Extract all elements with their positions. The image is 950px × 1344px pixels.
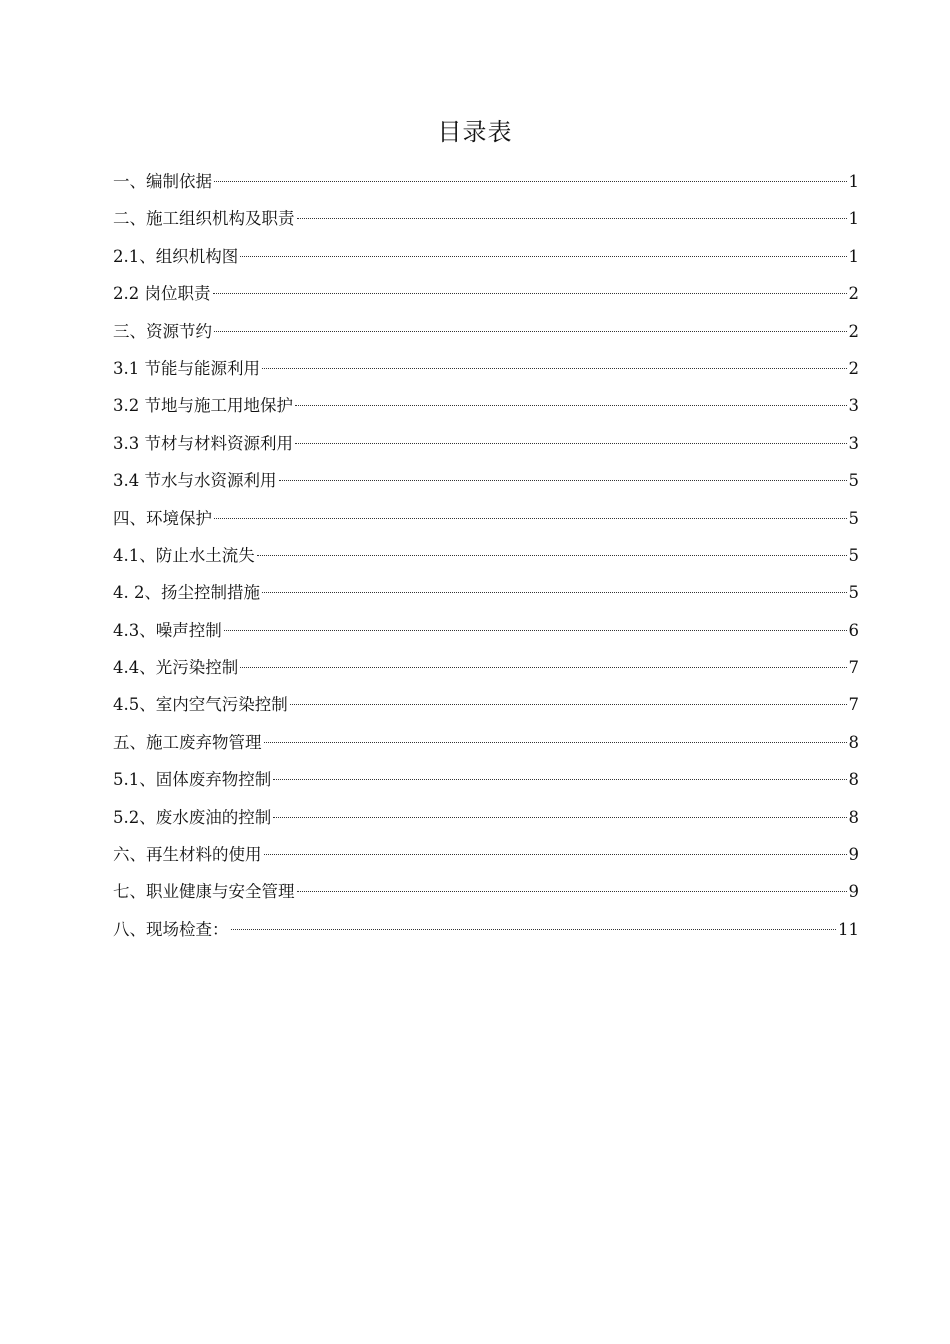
toc-entry (113, 537, 859, 574)
toc-entry-label: 3.4 节水与水资源利用 (113, 471, 277, 491)
toc-entry-page: 2 (848, 284, 859, 304)
toc-entry-page: 5 (848, 583, 859, 603)
toc-entry-page: 1 (848, 209, 859, 229)
toc-entry-page: 9 (848, 882, 859, 902)
toc-entry-label: 八、现场检查： (113, 919, 229, 939)
toc-entry-page: 11 (838, 919, 859, 939)
toc-entry-page: 2 (848, 358, 859, 378)
toc-entry (113, 425, 859, 462)
toc-leader-dots (231, 929, 837, 930)
toc-entry-page: 2 (848, 321, 859, 341)
toc-leader-dots (262, 592, 847, 593)
toc-leader-dots (262, 368, 847, 369)
toc-leader-dots (214, 181, 847, 182)
toc-entry-label: 3.1 节能与能源利用 (113, 358, 260, 378)
toc-entry (113, 500, 859, 537)
toc-entry-label: 二、施工组织机构及职责 (113, 209, 295, 229)
toc-leader-dots (297, 891, 847, 892)
page-title: 目录表 (437, 118, 513, 146)
toc-entry-page: 1 (848, 172, 859, 191)
toc-entry-page: 8 (848, 770, 859, 790)
toc-leader-dots (213, 293, 847, 294)
toc-leader-dots (264, 742, 847, 743)
toc-entry-label: 5.2、废水废油的控制 (113, 807, 272, 827)
toc-leader-dots (295, 443, 847, 444)
toc-entry (113, 724, 859, 761)
toc-entry (113, 200, 859, 237)
toc-entry-label: 2.2 岗位职责 (113, 284, 211, 304)
toc-entry-page: 9 (848, 845, 859, 865)
toc-entry (113, 686, 859, 723)
toc-leader-dots (279, 480, 847, 481)
toc-leader-dots (224, 630, 847, 631)
toc-entry-label: 3.2 节地与施工用地保护 (113, 396, 293, 416)
toc-entry (113, 350, 859, 387)
toc-leader-dots (240, 667, 846, 668)
toc-leader-dots (273, 817, 846, 818)
toc-leader-dots (297, 218, 847, 219)
table-of-contents (113, 163, 859, 948)
toc-leader-dots (257, 555, 847, 556)
toc-entry-page: 6 (848, 620, 859, 640)
toc-entry (113, 836, 859, 873)
toc-entry-label: 七、职业健康与安全管理 (113, 882, 295, 902)
toc-entry (113, 275, 859, 312)
toc-entry-label: 4. 2、扬尘控制措施 (113, 583, 260, 603)
toc-leader-dots (290, 704, 847, 705)
toc-entry-page: 8 (848, 807, 859, 827)
toc-entry (113, 574, 859, 611)
toc-entry-page: 5 (848, 508, 859, 528)
toc-entry (113, 387, 859, 424)
toc-leader-dots (264, 854, 847, 855)
toc-entry-label: 五、施工废弃物管理 (113, 732, 262, 752)
toc-entry-label: 4.3、噪声控制 (113, 620, 222, 640)
toc-entry (113, 873, 859, 910)
toc-leader-dots (295, 405, 847, 406)
toc-entry-label: 三、资源节约 (113, 321, 212, 341)
toc-leader-dots (273, 779, 846, 780)
toc-entry-label: 一、编制依据 (113, 172, 212, 191)
toc-leader-dots (214, 331, 847, 332)
toc-entry-page: 1 (848, 246, 859, 266)
toc-entry (113, 462, 859, 499)
toc-leader-dots (214, 518, 847, 519)
toc-leader-dots (240, 256, 846, 257)
toc-entry-page: 5 (848, 471, 859, 491)
toc-entry (113, 911, 859, 948)
toc-entry (113, 799, 859, 836)
toc-entry-label: 四、环境保护 (113, 508, 212, 528)
toc-entry-label: 六、再生材料的使用 (113, 845, 262, 865)
toc-entry-page: 5 (848, 545, 859, 565)
toc-entry (113, 649, 859, 686)
toc-entry (113, 313, 859, 350)
toc-entry-label: 3.3 节材与材料资源利用 (113, 433, 293, 453)
toc-entry-page: 3 (848, 396, 859, 416)
toc-entry-page: 3 (848, 433, 859, 453)
toc-entry-label: 5.1、固体废弃物控制 (113, 770, 272, 790)
toc-entry-label: 4.5、室内空气污染控制 (113, 695, 288, 715)
toc-entry-page: 7 (848, 658, 859, 678)
toc-entry-label: 4.1、防止水土流失 (113, 545, 255, 565)
toc-entry (113, 238, 859, 275)
toc-entry-page: 7 (848, 695, 859, 715)
toc-entry (113, 612, 859, 649)
toc-entry (113, 761, 859, 798)
toc-entry-page: 8 (848, 732, 859, 752)
toc-entry (113, 163, 859, 200)
toc-entry-label: 2.1、组织机构图 (113, 246, 239, 266)
toc-entry-label: 4.4、光污染控制 (113, 658, 239, 678)
